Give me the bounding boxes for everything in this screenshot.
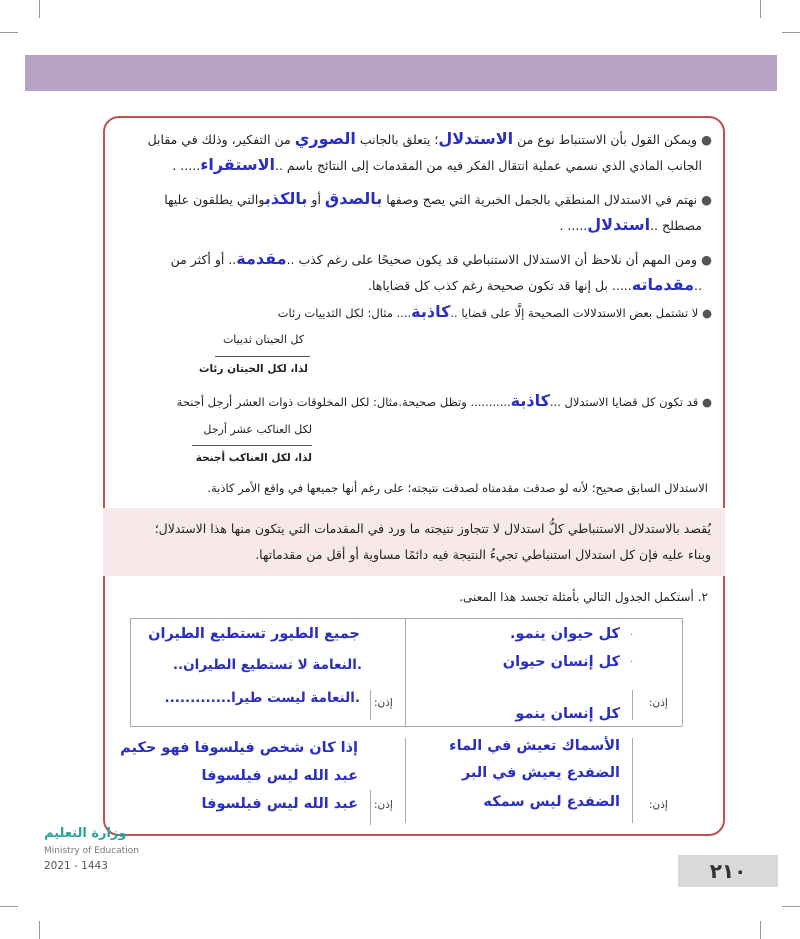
example-premise: لكل العناكب عشر أرجل	[203, 423, 312, 436]
table-cell-premise: الأسماك تعيش في الماء	[449, 738, 620, 754]
text: نهتم في الاستدلال المنطقي بالجمل الخبرية التي يصح وصفها	[386, 192, 698, 207]
definition-line: يُقصد بالاستدلال الاستنباطي كلُّ استدلال لا تتجاوز نتيجته ما ورد في المقدمات التي يتكون منها هذا الاستدلال؛	[154, 521, 711, 536]
table-cell-conclusion: الضفدع ليس سمكه	[483, 794, 620, 810]
table-cell-conclusion: عبد الله ليس فيلسوفا	[201, 796, 358, 812]
handwritten-answer: الاستدلال	[438, 129, 514, 148]
text: من التفكير، وذلك في مقابل	[147, 132, 291, 147]
crop-mark	[0, 906, 18, 907]
edition-year: 2021 - 1443	[44, 860, 108, 872]
handwritten-answer: استدلال	[587, 215, 651, 234]
bullet-icon: ●	[697, 252, 712, 267]
table-border	[632, 738, 633, 823]
therefore-label: إذن:	[374, 799, 393, 811]
table-cell-conclusion: .النعامة ليست طيرا.............	[164, 690, 360, 706]
exercise-heading	[459, 590, 708, 604]
table-border	[405, 738, 406, 823]
text: ويمكن القول بأن الاستنباط نوع من	[517, 132, 698, 147]
bullet-icon: ●	[698, 306, 712, 320]
dot-icon: ·	[630, 630, 634, 641]
note-text: الاستدلال السابق صحيح؛ لأنه لو صدقت مقدمتاه لصدقت نتيجته؛ على رغم أنها جميعها في واقع الأمر كاذبة.	[207, 481, 708, 495]
divider	[215, 356, 310, 357]
crop-mark	[760, 0, 761, 18]
handwritten-answer: الاستقراء	[200, 155, 275, 174]
exercise-text: أستكمل الجدول التالي بأمثلة تجسد هذا المعنى.	[459, 590, 694, 604]
handwritten-answer: الصوري	[294, 129, 356, 148]
table-border	[632, 690, 633, 720]
text: .... مثال: لكل الثدييات رئات	[277, 306, 412, 320]
bullet-icon: ●	[697, 132, 712, 147]
handwritten-answer: بالصدق	[324, 189, 383, 208]
table-border	[405, 618, 406, 726]
definition-line: وبناء عليه فإن كل استدلال استنباطي تجيءُ النتيجة فيه دائمًا مساوية أو أقل من مقدماتها.	[255, 547, 711, 562]
ministry-name-en: Ministry of Education	[44, 846, 139, 856]
dot-icon: ·	[630, 657, 634, 668]
table-cell-conclusion: كل إنسان ينمو	[515, 706, 620, 722]
therefore-label: إذن:	[374, 697, 393, 709]
text: ........... وتظل صحيحة.مثال: لكل المخلوقات ذوات العشر أرجل أجنحة	[176, 395, 511, 409]
divider	[192, 445, 312, 446]
example-premise: كل الحيتان ثدييات	[222, 333, 304, 346]
header-banner	[25, 55, 777, 91]
example-conclusion: لذا، لكل العناكب أجنحة	[195, 452, 312, 464]
paragraph-3	[102, 246, 712, 298]
crop-mark	[782, 32, 800, 33]
table-border	[130, 618, 131, 726]
crop-mark	[39, 0, 40, 18]
paragraph-1	[102, 126, 712, 178]
paragraph-5	[102, 388, 712, 415]
ministry-logo-text: وزارة التعليم	[44, 826, 127, 841]
text: ..... .	[559, 218, 588, 233]
table-cell-premise: .النعامة لا تستطيع الطيران..	[172, 657, 362, 673]
definition-box	[103, 508, 725, 576]
table-cell-premise: الضفدع يعيش في البر	[461, 765, 620, 781]
table-border	[130, 618, 682, 619]
therefore-label: إذن:	[649, 799, 668, 811]
handwritten-answer: بالكذب	[264, 189, 308, 208]
table-border	[370, 690, 371, 720]
text: أو	[311, 192, 321, 207]
page-number: ٢١٠	[678, 855, 778, 887]
bullet-icon: ●	[698, 395, 712, 409]
table-cell-premise: عبد الله ليس فيلسوفا	[201, 768, 358, 784]
table-cell-premise: جميع الطيور تستطيع الطيران	[148, 626, 360, 642]
crop-mark	[39, 921, 40, 939]
table-cell-premise: كل إنسان حيوان	[502, 654, 620, 670]
therefore-label: إذن:	[649, 697, 668, 709]
crop-mark	[782, 906, 800, 907]
crop-mark	[0, 32, 18, 33]
table-cell-premise: كل حيوان ينمو.	[510, 626, 620, 642]
text: ومن المهم أن نلاحظ أن الاستدلال الاستنباطي قد يكون صحيحًا على رغم كذب ..	[286, 252, 698, 267]
text: ؛ يتعلق بالجانب	[359, 132, 439, 147]
table-border	[682, 618, 683, 726]
table-border	[370, 790, 371, 825]
example-conclusion: لذا، لكل الحيتان رئات	[198, 363, 308, 375]
handwritten-answer: مقدمة	[236, 249, 287, 268]
paragraph-2	[102, 186, 712, 238]
text: .. أو أكثر من	[170, 252, 237, 267]
handwritten-answer: كاذبة	[411, 302, 451, 321]
text: ..	[694, 278, 702, 293]
handwritten-answer: مقدماته	[631, 275, 695, 294]
text: لا تشتمل بعض الاستدلالات الصحيحة إلَّا على قضايا ..	[450, 306, 699, 320]
table-cell-premise: إذا كان شخص فيلسوفا فهو حكيم	[120, 740, 358, 756]
crop-mark	[760, 921, 761, 939]
text: ..... بل إنها قد تكون صحيحة رغم كذب كل قضاياها.	[367, 278, 632, 293]
table-border	[130, 726, 682, 727]
text: الجانب المادي الذي نسمي عملية انتقال الفكر فيه من المقدمات إلى النتائج باسم ..	[274, 158, 702, 173]
text: قد تكون كل قضايا الاستدلال ...	[549, 395, 699, 409]
exercise-number: ٢.	[697, 590, 708, 604]
handwritten-answer: كاذبة	[510, 391, 550, 410]
text: والتي يطلقون عليها	[164, 192, 265, 207]
text: ..... .	[172, 158, 201, 173]
bullet-icon: ●	[697, 192, 712, 207]
paragraph-4	[102, 299, 712, 326]
text: مصطلح ..	[650, 218, 702, 233]
